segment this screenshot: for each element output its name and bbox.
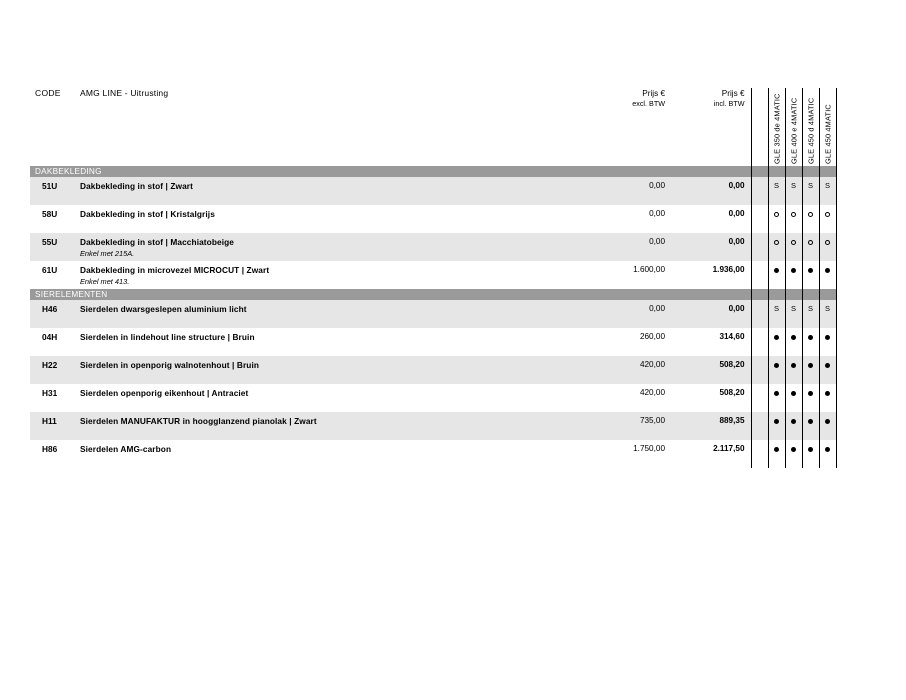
header-code: CODE [35,88,61,98]
header-description: AMG LINE - Uitrusting [80,88,169,98]
section-variant-cell [819,166,836,177]
section-variant-cell [768,289,785,300]
availability-cell: S [819,177,836,205]
row-description: Sierdelen in lindehout line structure | Bruin [80,332,255,342]
variant-header-4: GLE 450 4MATIC [819,88,836,166]
availability-cell [785,412,802,440]
row-gutter [751,384,768,412]
row-code: 61U [42,265,58,275]
row-price-excl: 0,00 [593,233,671,261]
row-price-incl: 0,00 [671,233,751,261]
row-price-incl: 889,35 [671,412,751,440]
row-code: H86 [42,444,58,454]
row-gutter [751,261,768,289]
availability-cell [785,233,802,261]
section-variant-cell [819,289,836,300]
section-variant-cell [802,166,819,177]
row-price-excl: 0,00 [649,209,665,218]
row-price-excl: 735,00 [593,412,671,440]
availability-cell [802,412,819,440]
row-gutter [751,412,768,440]
row-description: Dakbekleding in microvezel MICROCUT | Zwart Enkel met 413. [80,261,593,289]
row-price-excl: 420,00 [639,388,665,397]
row-description: Dakbekleding in stof | Kristalgrijs [80,209,215,219]
availability-cell [768,356,785,384]
row-price-incl: 314,60 [719,332,745,341]
row-price-incl: 0,00 [671,177,751,205]
table-row[interactable] [30,205,836,233]
availability-cell [802,328,819,356]
variant-header-1: GLE 350 de 4MATIC [768,88,785,166]
availability-cell: S [768,300,785,328]
availability-cell: S [802,300,819,328]
header-price-excl: Prijs € excl. BTW [632,89,665,109]
availability-cell [802,440,819,468]
section-gutter [751,289,768,300]
availability-cell [785,261,802,289]
row-price-incl: 508,20 [719,388,745,397]
row-gutter [751,233,768,261]
availability-cell [802,261,819,289]
availability-cell [768,233,785,261]
price-table-body [30,88,836,468]
variant-header-3: GLE 450 d 4MATIC [802,88,819,166]
row-price-incl: 2.117,50 [713,444,745,453]
availability-cell [819,412,836,440]
table-header-row [30,88,836,166]
variant-header-2: GLE 400 e 4MATIC [785,88,802,166]
availability-cell: S [819,300,836,328]
row-code: H46 [30,300,80,328]
availability-cell [819,328,836,356]
availability-cell [768,412,785,440]
section-header-row [30,166,836,177]
table-row[interactable] [30,356,836,384]
availability-cell [802,356,819,384]
header-price-incl: Prijs € incl. BTW [713,89,745,109]
row-gutter [751,440,768,468]
availability-cell [768,440,785,468]
availability-cell [785,440,802,468]
table-row[interactable] [30,261,836,289]
row-price-excl: 420,00 [593,356,671,384]
row-note: Enkel met 215A. [80,249,135,258]
availability-cell [785,356,802,384]
row-price-excl: 1.750,00 [633,444,665,453]
table-row[interactable] [30,177,836,205]
availability-cell [819,356,836,384]
table-row[interactable] [30,440,836,468]
row-price-excl: 1.600,00 [633,265,665,274]
row-price-incl: 0,00 [728,209,745,218]
availability-cell: S [768,177,785,205]
row-code: 04H [42,332,58,342]
row-gutter [751,205,768,233]
row-price-excl: 0,00 [593,300,671,328]
row-gutter [751,356,768,384]
row-description: Sierdelen dwarsgeslepen aluminium licht [80,300,593,328]
table-row[interactable] [30,233,836,261]
availability-cell [785,384,802,412]
variant-gutter [751,88,768,166]
availability-cell: S [785,300,802,328]
row-gutter [751,328,768,356]
row-code: H11 [30,412,80,440]
row-description: Sierdelen AMG-carbon [80,444,172,454]
row-code: 55U [30,233,80,261]
row-gutter [751,300,768,328]
availability-cell [785,205,802,233]
row-code: 51U [30,177,80,205]
availability-cell [819,205,836,233]
availability-cell [802,384,819,412]
availability-cell [819,233,836,261]
section-title: SIERELEMENTEN [30,289,751,300]
availability-cell: S [785,177,802,205]
section-header-row [30,289,836,300]
price-table [30,88,837,468]
row-description: Dakbekleding in stof | Zwart [80,177,593,205]
availability-cell [819,261,836,289]
row-gutter [751,177,768,205]
section-title: DAKBEKLEDING [30,166,751,177]
row-code: 58U [42,209,58,219]
availability-cell [819,440,836,468]
section-variant-cell [785,289,802,300]
table-row[interactable] [30,328,836,356]
table-row[interactable] [30,384,836,412]
row-description: Dakbekleding in stof | Macchiatobeige Enkel met 215A. [80,233,593,261]
availability-cell [802,233,819,261]
row-description: Sierdelen openporig eikenhout | Antraciet [80,388,249,398]
availability-cell [819,384,836,412]
availability-cell [768,261,785,289]
row-code: H22 [30,356,80,384]
table-row[interactable] [30,300,836,328]
row-price-excl: 260,00 [639,332,665,341]
availability-cell: S [802,177,819,205]
availability-cell [785,328,802,356]
row-description: Sierdelen MANUFAKTUR in hoogglanzend pianolak | Zwart [80,412,593,440]
row-code: H31 [42,388,58,398]
row-price-incl: 508,20 [671,356,751,384]
price-table-container [30,88,836,468]
row-note: Enkel met 413. [80,277,130,286]
row-price-incl: 1.936,00 [712,265,745,274]
availability-cell [768,328,785,356]
table-row[interactable] [30,412,836,440]
row-description: Sierdelen in openporig walnotenhout | Bruin [80,356,593,384]
section-gutter [751,166,768,177]
section-variant-cell [802,289,819,300]
availability-cell [768,205,785,233]
availability-cell [768,384,785,412]
row-price-excl: 0,00 [593,177,671,205]
availability-cell [802,205,819,233]
section-variant-cell [768,166,785,177]
section-variant-cell [785,166,802,177]
row-price-incl: 0,00 [671,300,751,328]
